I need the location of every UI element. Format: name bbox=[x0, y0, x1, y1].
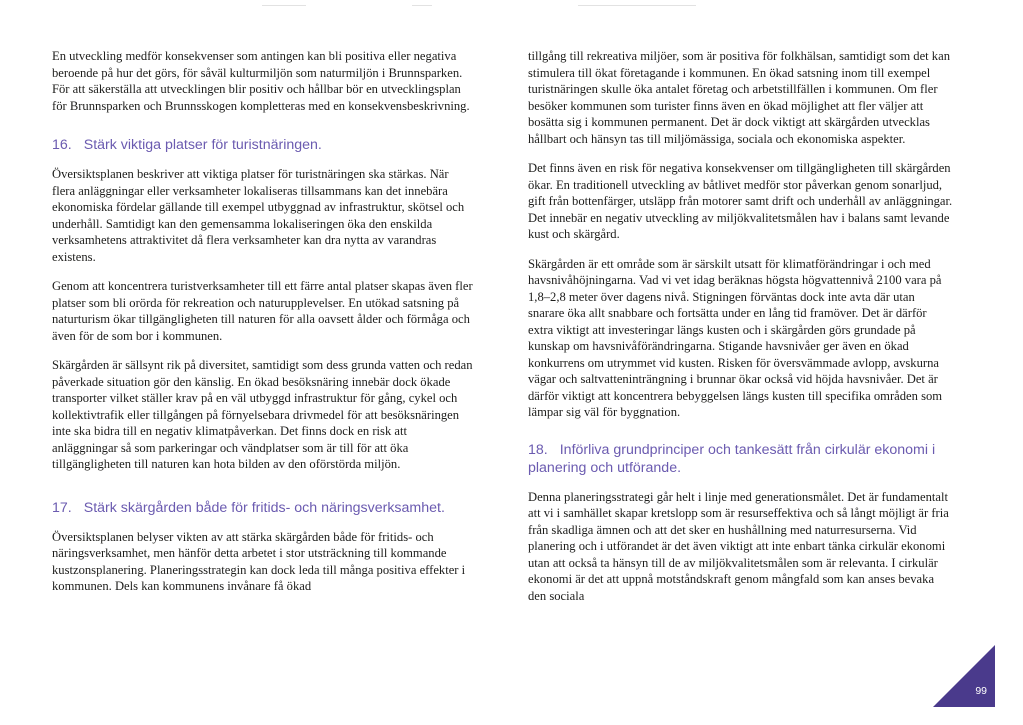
section-18-number: 18. bbox=[528, 441, 548, 458]
right-column bbox=[528, 48, 953, 617]
section-16-title: Stärk viktiga platser för turistnäringen. bbox=[83, 137, 322, 153]
section-18-paragraph-1: Denna planeringsstrategi går helt i linje med generationsmålet. Det är fundamentalt att vi i samhället skapar kretslopp som är resurseffektiva och så långt möjligt är fria från skadliga ämnen och att det sker en hushållning med naturresurserna. Vid planering och i utförandet är det även viktigt att inte enbart tänka cirkulär ekonomi utan att också ta hänsyn till de av miljökvalitetsmålen som är relevanta. I cirkulär ekonomi är det att uppnå motståndskraft genom mångfald som kan anses bevaka den sociala bbox=[528, 489, 949, 603]
section-16-paragraph-2: Genom att koncentrera turistverksamheter till ett färre antal platser skapas även fler platser som bli orörda för rekreation och naturupplevelser. En utökad satsning på naturturism ökar tillgängligheten till naturen för alla oavsett ålder och förmåga och även för de som bor i kommunen. bbox=[52, 279, 473, 343]
section-16-heading bbox=[52, 136, 474, 154]
page-corner-triangle bbox=[933, 645, 995, 707]
section-16-paragraph-3: Skärgården är sällsynt rik på diversitet, samtidigt som dess grunda vatten och redan påverkade situation gör den känslig. En ökad besöksnäring innebär dock ökade transporter vilket ställer krav på en väl utbyggd infrastruktur för gång, cykel och kollektivtrafik eller tillgången på förnyelsebara drivmedel för att besöksnäringen inte ska bidra till en negativ klimatpåverkan. Det finns dock en risk att anläggningar så som parkeringar och vändplatser som är till för att öka tillgängligheten till naturen kan hota bilden av den oförstörda miljön. bbox=[52, 358, 473, 471]
section-18-title: Införliva grundprinciper och tankesätt från cirkulär ekonomi i planering och utförande. bbox=[528, 441, 936, 476]
intro-paragraph: En utveckling medför konsekvenser som antingen kan bli positiva eller negativa beroende på hur det görs, för såväl kulturmiljön som naturmiljön i Brunnsparken. För att säkerställa att utvecklingen blir positiv och hållbar bör en utvecklingsplan för Brunnsparken och Brunnsskogen kompletteras med en konsekvensbeskrivning. bbox=[52, 49, 470, 113]
right-paragraph-2: Det finns även en risk för negativa konsekvenser om tillgängligheten till skärgården ökar. En traditionell utveckling av båtlivet medför stor påverkan genom sonarljud, gift från bottenfärger, utsläpp från motorer samt drift och underhåll av anläggningar. Det innebär en negativ utveckling av miljökvalitetsmålen hav i balans samt levande kust och skärgård. bbox=[528, 161, 953, 241]
left-column bbox=[52, 48, 474, 608]
section-17-title: Stärk skärgården både för fritids- och näringsverksamhet. bbox=[83, 499, 445, 516]
section-17-heading bbox=[52, 499, 474, 517]
section-18-heading bbox=[528, 441, 953, 477]
page-number: 99 bbox=[975, 685, 987, 697]
right-paragraph-1: tillgång till rekreativa miljöer, som är positiva för folkhälsan, samtidigt som det kan stimulera till ökat företagande i kommunen. En ökad satsning inom till exempel turistnäringen skulle öka antalet företag och arbetstillfällen i kommunen. Om fler besöker kommunen som turister finns även en ökad möjlighet att fler väljer att bosätta sig i kommunen permanent. Det är dock viktigt att skärgården utvecklas hållbart och hänsyn tas till miljömässiga, sociala och ekonomiska aspekter. bbox=[528, 49, 950, 146]
right-paragraph-3: Skärgården är ett område som är särskilt utsatt för klimatförändringar i och med havsnivåhöjningarna. Vad vi vet idag beräknas högsta högvattennivå 2100 vara på 1,8–2,8 meter över dagens nivå. Stigningen förväntas dock inte avta där utan snarare öka allt snabbare och fortsätta under en lång tid framöver. Det är därför extra viktigt att investeringar längs kusten och i skärgården görs grundade på kunskap om havsnivåförändringarna. Stigande havsnivåer ger även en ökad konkurrens om utrymmet vid kusten. Risken för översvämmade avlopp, avskurna vägar och saltvatteninträngning i brunnar ökar också vid höjda havsnivåer. Det är därför viktigt att koncentrera bebyggelsen längs kusten till specifika områden som lämpar sig väl för byggnation. bbox=[528, 256, 943, 419]
section-16-paragraph-1: Översiktsplanen beskriver att viktiga platser för turistnäringen ska stärkas. När flera anläggningar eller verksamheter lokaliseras tillsammans kan det innebära ekonomiska fördelar gällande till exempel utbyggnad av infrastruktur, skötsel och underhåll. Samtidigt kan den gemensamma lokaliseringen öka den enskilda verksamhetens attraktivitet då flera verksamheter kan dra nytta av varandras existens. bbox=[52, 167, 465, 264]
section-16-number: 16. bbox=[52, 137, 72, 153]
section-17-paragraph-1: Översiktsplanen belyser vikten av att stärka skärgården både för fritids- och näringsverksamhet, men hänför detta arbetet i stor utsträckning till kommande kustzonsplanering. Planeringsstrategin kan dock leda till många positiva effekter i kommunen. Dels kan kommunens invånare få ökad bbox=[52, 529, 466, 593]
section-17-number: 17. bbox=[52, 499, 72, 516]
